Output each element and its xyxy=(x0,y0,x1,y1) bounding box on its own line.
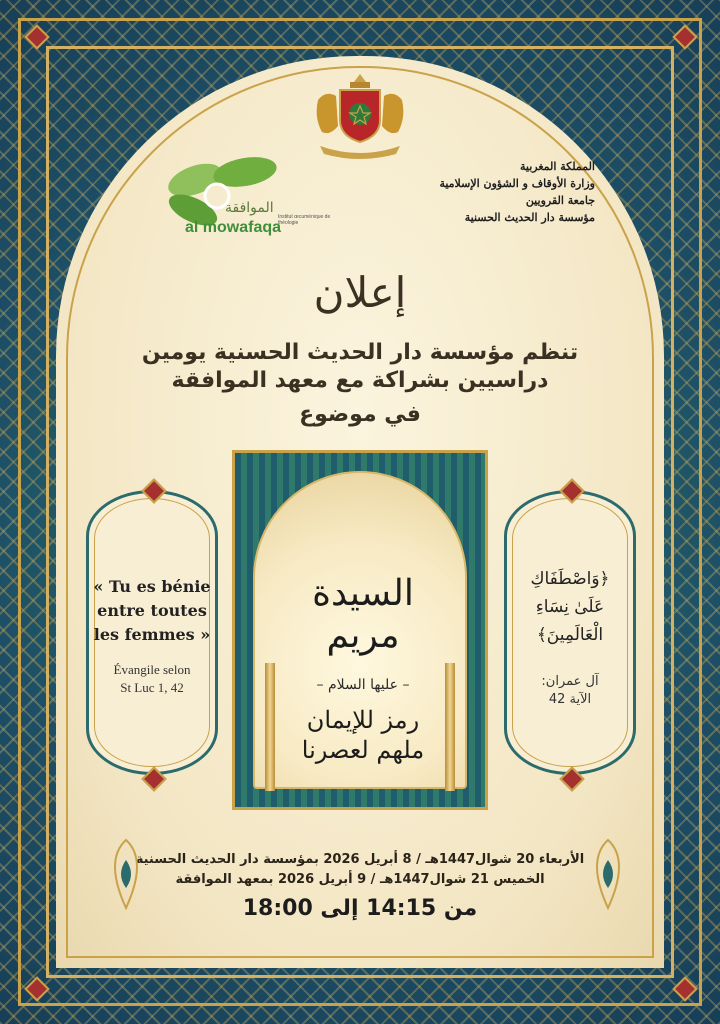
logo-arabic-name: الموافقة xyxy=(225,200,274,216)
quran-verse-box xyxy=(504,490,636,775)
central-theme-panel xyxy=(232,450,488,810)
verse-line: الْعَالَمِينَ﴾ xyxy=(536,625,604,645)
announcement-line-1: تنظم مؤسسة دار الحديث الحسنية يومين xyxy=(141,340,579,365)
theme-name xyxy=(235,573,491,657)
announcement-title: إعلان xyxy=(313,268,407,317)
verse-source xyxy=(507,673,633,709)
verse-line: عَلَىٰ نِسَاءِ xyxy=(535,597,605,617)
quote-line: entre toutes xyxy=(97,601,207,620)
theme-subtitle xyxy=(235,705,491,765)
quran-verse xyxy=(507,565,633,649)
source-line: Évangile selon xyxy=(113,662,191,677)
theme-subtitle-line: رمز للإيمان xyxy=(306,706,420,734)
schedule-day-1: الأربعاء 20 شوال1447هـ / 8 أبريل 2026 بمؤسسة دار الحديث الحسنية xyxy=(135,852,585,867)
moroccan-coat-of-arms-icon xyxy=(310,70,410,160)
institution-line: وزارة الأوقاف و الشؤون الإسلامية xyxy=(439,177,595,190)
logo-latin-name: al mowafaqa xyxy=(185,219,282,236)
announcement-line-3: في موضوع xyxy=(299,402,421,427)
source-line: الآية 42 xyxy=(548,692,592,707)
schedule-day-2: الخميس 21 شوال1447هـ / 9 أبريل 2026 بمعهد الموافقة xyxy=(175,872,545,887)
institution-line: مؤسسة دار الحديث الحسنية xyxy=(464,211,595,224)
announcement-line-2: دراسيين بشراكة مع معهد الموافقة xyxy=(171,368,549,393)
source-line: St Luc 1, 42 xyxy=(120,680,184,695)
institution-line: جامعة القرويين xyxy=(525,194,595,207)
left-floral-ornament-icon xyxy=(98,836,154,912)
gospel-quote xyxy=(89,575,215,647)
verse-line: ﴿وَاصْطَفَاكِ xyxy=(530,569,610,589)
gospel-source xyxy=(89,661,215,697)
logo-subtitle: Institut œcuménique de théologie xyxy=(278,214,331,226)
quote-line: les femmes » xyxy=(93,625,211,644)
schedule-time: من 14:15 إلى 18:00 xyxy=(242,896,478,921)
theme-subtitle-line: ملهم لعصرنا xyxy=(301,736,425,764)
gospel-quote-box xyxy=(86,490,218,775)
source-line: آل عمران: xyxy=(541,674,599,689)
institution-line: المملكة المغربية xyxy=(520,160,595,173)
theme-honorific: – عليها السلام – xyxy=(316,677,410,693)
institution-list xyxy=(405,158,595,226)
theme-name-line: السيدة xyxy=(312,573,414,614)
theme-name-line: مريم xyxy=(326,615,400,656)
quote-line: « Tu es bénie xyxy=(93,577,211,596)
right-floral-ornament-icon xyxy=(580,836,636,912)
